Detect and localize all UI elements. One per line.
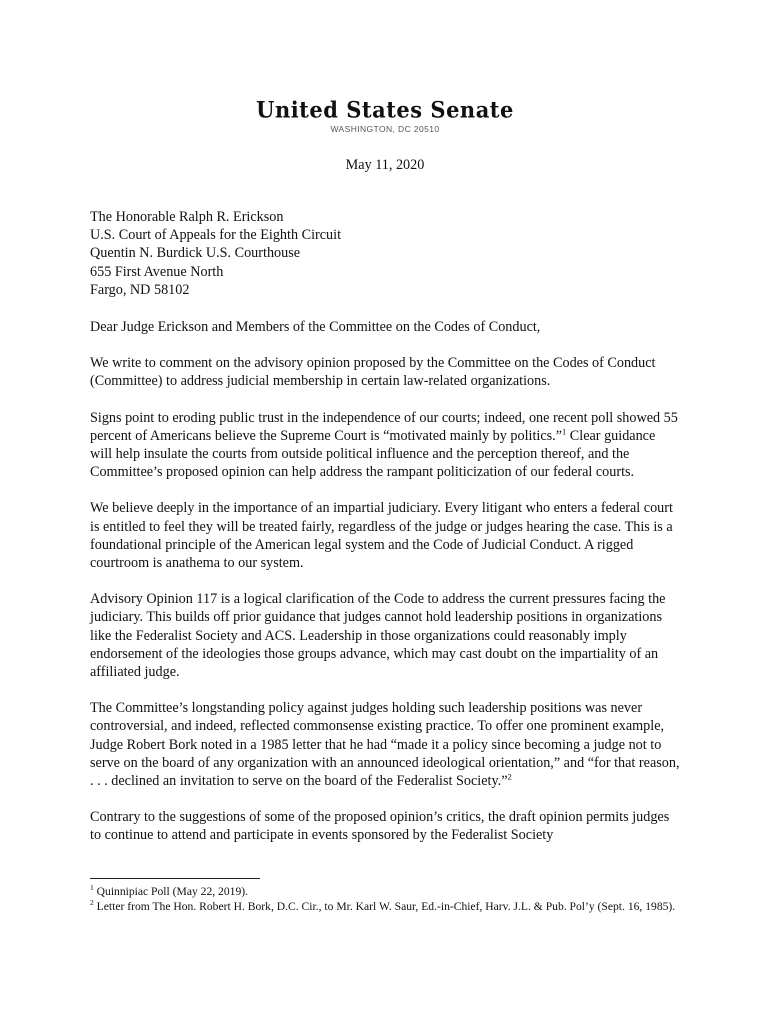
paragraph-6: Contrary to the suggestions of some of the proposed opinion’s critics, the draft opinion permits judges to continue to attend and participate in events sponsored by the Federalist Society [90,809,670,844]
letterhead [0,98,770,135]
paragraph-2-part-b: Clear guidance will help insulate the courts from outside political influence and the perception thereof, and the Committee’s proposed opinion can help address the rampant politicization of our federal courts. [90,427,656,481]
addressee-court: U.S. Court of Appeals for the Eighth Circuit [90,227,342,244]
paragraph-3: We believe deeply in the importance of an impartial judiciary. Every litigant who enters a federal court is entitled to feel they will be treated fairly, regardless of the judge or judges hearing the case. This is a foundational principle of the American legal system and the Code of Judicial Conduct. A rigged courtroom is anathema to our system. [90,500,673,572]
addressee-courthouse: Quentin N. Burdick U.S. Courthouse [90,245,301,262]
footnotes [90,884,690,914]
footnote-2 [90,899,690,914]
footnote-1-number: 1 [90,883,94,893]
addressee-block [90,208,341,299]
paragraph-5-text: The Committee’s longstanding policy against judges holding such leadership positions was never controversial, and indeed, reflected commonsense existing practice. To offer one prominent example, Judge Robert Bork noted in a 1985 letter that he had “made it a policy since becoming a judge not to serve on the board of any organization with an announced ideological orientation,” and “for that reason, . . . declined an invitation to serve on the board of the Federalist Society.” [90,700,680,790]
salutation: Dear Judge Erickson and Members of the Committee on the Codes of Conduct, [90,319,541,335]
footnote-ref-2: 2 [507,771,512,782]
senate-title: United States Senate [256,96,514,123]
addressee-street: 655 First Avenue North [90,263,224,280]
senate-address: WASHINGTON, DC 20510 [330,124,440,134]
addressee-name: The Honorable Ralph R. Erickson [90,209,284,225]
paragraph-4: Advisory Opinion 117 is a logical clarification of the Code to address the current pressures facing the judiciary. This builds off prior guidance that judges cannot hold leadership positions in organizations like the Federalist Society and ACS. Leadership in those organizations could reasonably imply endorsement of the ideologies those groups advance, which may cast doubt on the impartiality of an affiliated judge. [90,591,666,681]
footnote-ref-1: 1 [562,426,567,437]
addressee-city: Fargo, ND 58102 [90,281,190,298]
paragraph-2 [90,409,680,482]
footnote-2-number: 2 [90,898,94,908]
footnote-1 [90,884,690,899]
footnote-divider [90,878,260,879]
paragraph-2-part-a: Signs point to eroding public trust in the independence of our courts; indeed, one recent poll showed 55 percent of Americans believe the Supreme Court is “motivated mainly by politics.” [90,409,678,444]
paragraph-5 [90,699,680,790]
letter-date: May 11, 2020 [345,157,425,173]
paragraph-1: We write to comment on the advisory opinion proposed by the Committee on the Codes of Conduct (Committee) to address judicial membership in certain law-related organizations. [90,355,656,390]
letter-body [90,318,680,863]
footnote-1-text: Quinnipiac Poll (May 22, 2019). [93,885,248,898]
footnote-2-text: Letter from The Hon. Robert H. Bork, D.C. Cir., to Mr. Karl W. Saur, Ed.-in-Chief, Harv. J.L. & Pub. Pol’y (Sept. 16, 1985). [93,900,676,913]
